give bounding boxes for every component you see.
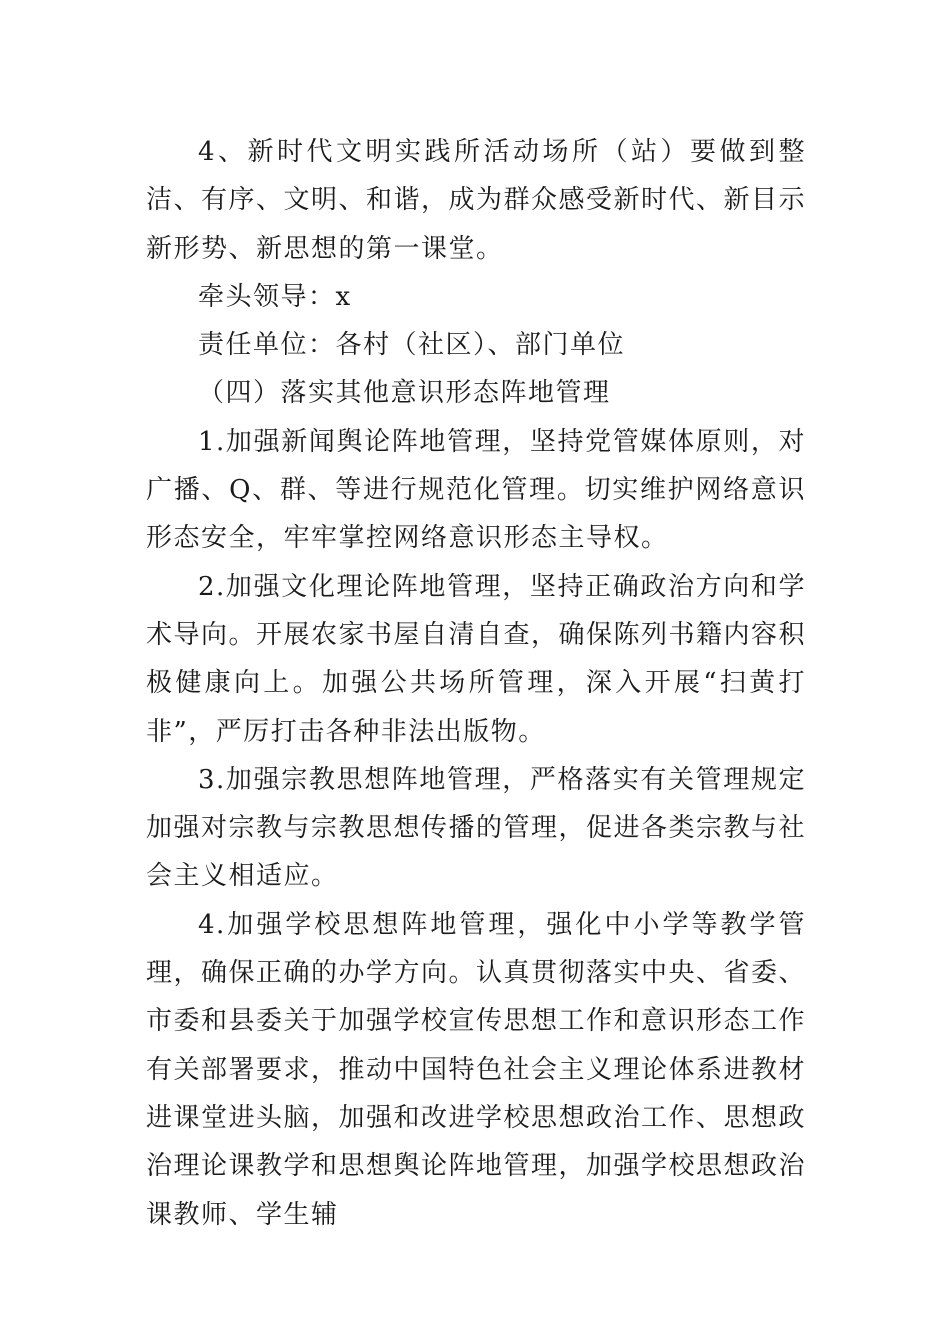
responsible-unit-line: 责任单位：各村（社区）、部门单位 bbox=[198, 330, 626, 361]
lead-leader-line: 牵头领导：x bbox=[198, 281, 352, 312]
paragraph-religion: 3.加强宗教思想阵地管理，严格落实有关管理规定加强对宗教与宗教思想传播的管理，促进各类宗教与社会主义相适应。 bbox=[146, 764, 807, 892]
paragraph-culture-theory: 2.加强文化理论阵地管理，坚持正确政治方向和学术导向。开展农家书屋自清自查，确保陈列书籍内容积极健康向上。加强公共场所管理，深入开展“扫黄打非”，严厉打击各种非法出版物。 bbox=[146, 571, 807, 747]
paragraph-school: 4.加强学校思想阵地管理，强化中小学等教学管理，确保正确的办学方向。认真贯彻落实中央、省委、市委和县委关于加强学校宣传思想工作和意识形态工作有关部署要求，推动中国特色社会主义理论体系进教材进课堂进头脑，加强和改进学校思想政治工作、思想政治理论课教学和思想舆论阵地管理，加强学校思想政治课教师、学生辅 bbox=[146, 909, 807, 1230]
paragraph-practice-venue: 4、新时代文明实践所活动场所（站）要做到整洁、有序、文明、和谐，成为群众感受新时代、新目示新形势、新思想的第一课堂。 bbox=[146, 137, 807, 264]
paragraph-news-media: 1.加强新闻舆论阵地管理，坚持党管媒体原则，对广播、Q、群、等进行规范化管理。切实维护网络意识形态安全，牢牢掌控网络意识形态主导权。 bbox=[146, 426, 806, 554]
section-heading: （四）落实其他意识形态阵地管理 bbox=[198, 378, 611, 409]
document-body bbox=[146, 128, 806, 1239]
